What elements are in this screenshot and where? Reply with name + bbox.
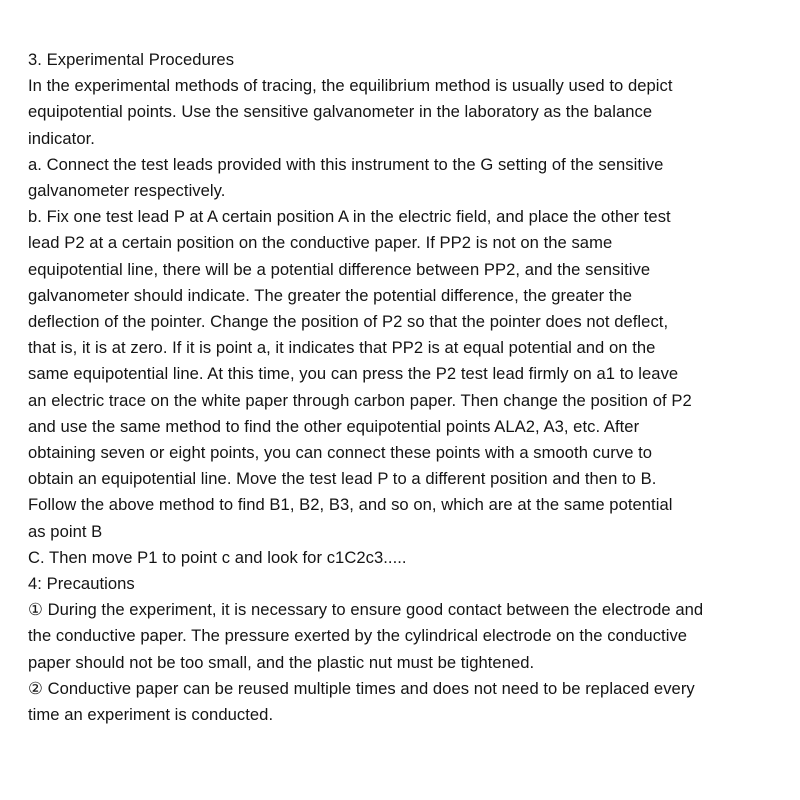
precaution-1-line: paper should not be too small, and the plastic nut must be tightened. bbox=[28, 652, 535, 672]
step-a-line: a. Connect the test leads provided with this instrument to the G setting of the sensitive bbox=[28, 154, 664, 174]
section-heading-procedures: 3. Experimental Procedures bbox=[28, 50, 235, 69]
precaution-2-line: time an experiment is conducted. bbox=[28, 705, 274, 725]
step-b-line: as point B bbox=[28, 521, 103, 541]
step-b-line: b. Fix one test lead P at A certain position A in the electric field, and place the other test bbox=[28, 207, 671, 227]
step-c-line: C. Then move P1 to point c and look for c1C2c3..... bbox=[28, 547, 407, 567]
section-heading-precautions: 4: Precautions bbox=[28, 574, 135, 594]
document-body bbox=[28, 47, 788, 728]
step-b-line: and use the same method to find the other equipotential points ALA2, A3, etc. After bbox=[28, 416, 640, 436]
step-b-line: lead P2 at a certain position on the conductive paper. If PP2 is not on the same bbox=[28, 233, 613, 253]
step-b-line: obtain an equipotential line. Move the test lead P to a different position and then to B. bbox=[28, 469, 657, 489]
step-b-line: equipotential line, there will be a potential difference between PP2, and the sensitive bbox=[28, 259, 651, 279]
step-b-line: that is, it is at zero. If it is point a, it indicates that PP2 is at equal potential and on the bbox=[28, 338, 656, 358]
step-b-line: deflection of the pointer. Change the position of P2 so that the pointer does not deflect, bbox=[28, 312, 669, 332]
step-b-line: galvanometer should indicate. The greater the potential difference, the greater the bbox=[28, 285, 633, 305]
precaution-1-line: the conductive paper. The pressure exerted by the cylindrical electrode on the conductive bbox=[28, 626, 688, 646]
precaution-2-line: ② Conductive paper can be reused multiple times and does not need to be replaced every bbox=[28, 678, 695, 698]
text-line: In the experimental methods of tracing, the equilibrium method is usually used to depict bbox=[28, 76, 673, 96]
precaution-1-line: ① During the experiment, it is necessary to ensure good contact between the electrode and bbox=[28, 600, 704, 620]
step-b-line: obtaining seven or eight points, you can connect these points with a smooth curve to bbox=[28, 443, 653, 463]
step-a-line: galvanometer respectively. bbox=[28, 181, 226, 201]
text-line: indicator. bbox=[28, 128, 95, 148]
step-b-line: same equipotential line. At this time, you can press the P2 test lead firmly on a1 to leave bbox=[28, 364, 679, 384]
text-line: equipotential points. Use the sensitive galvanometer in the laboratory as the balance bbox=[28, 102, 653, 122]
step-b-line: an electric trace on the white paper through carbon paper. Then change the position of P2 bbox=[28, 390, 692, 410]
step-b-line: Follow the above method to find B1, B2, B3, and so on, which are at the same potential bbox=[28, 495, 673, 515]
